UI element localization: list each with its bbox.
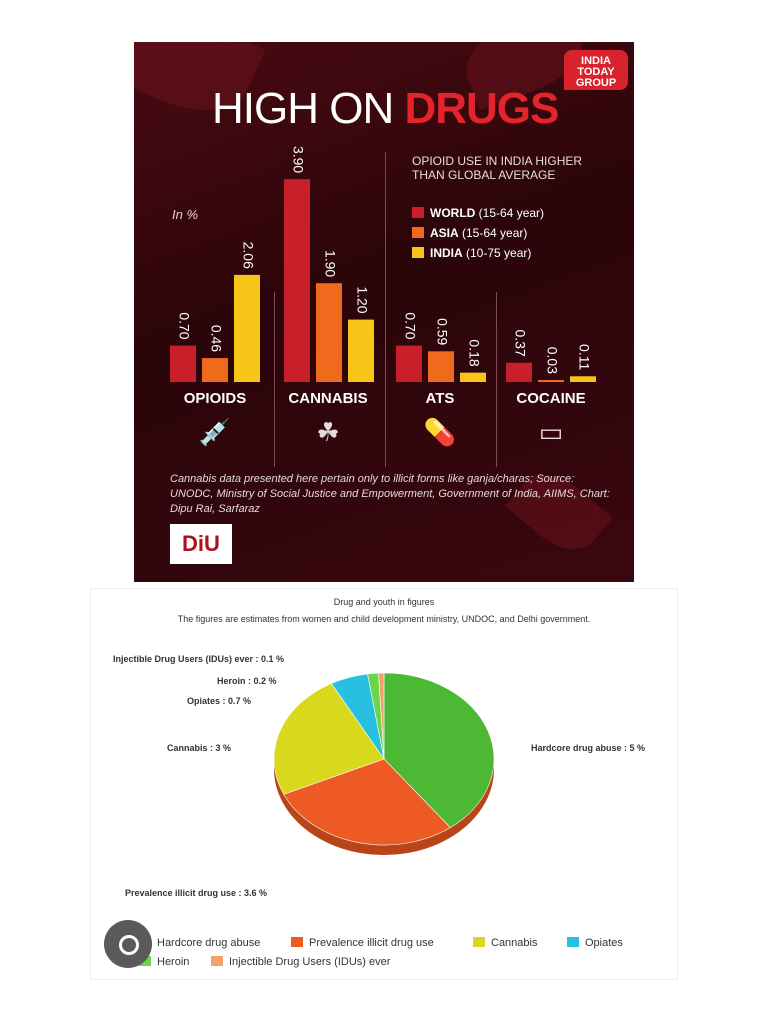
bar-value-label: 1.90: [322, 249, 339, 278]
legend-item-asia: ASIA (15-64 year): [412, 226, 527, 240]
cannabis-leaf-icon: ☘: [316, 417, 340, 447]
bar-asia-cocaine: [538, 380, 564, 382]
pie-legend-item: Heroin: [139, 956, 189, 968]
slice-label-hardcore: Hardcore drug abuse : 5 %: [531, 743, 646, 753]
bar-value-label: 0.70: [402, 312, 419, 340]
bar-asia-ats: [428, 351, 454, 382]
pie-legend-item: Hardcore drug abuse: [139, 937, 260, 949]
bar-asia-cannabis: [316, 283, 342, 382]
bar-value-label: 1.20: [354, 286, 371, 314]
pie-legend-item: Cannabis: [473, 937, 537, 949]
pie-chart: [91, 589, 677, 979]
bar-value-label: 0.59: [434, 318, 451, 346]
slice-label-idus: Injectible Drug Users (IDUs) ever : 0.1 %: [113, 654, 285, 664]
bar-value-label: 0.37: [512, 329, 529, 357]
bar-value-label: 0.11: [576, 344, 593, 371]
category-label: OPIOIDS: [183, 390, 247, 407]
bar-world-cocaine: [506, 363, 532, 382]
lens-search-icon[interactable]: [104, 920, 152, 968]
legend-item-world: WORLD (15-64 year): [412, 206, 544, 220]
bar-value-label: 3.90: [290, 145, 307, 174]
diu-logo: DiU: [170, 524, 232, 564]
legend-item-india: INDIA (10-75 year): [412, 246, 531, 260]
bar-value-label: 0.46: [208, 324, 225, 353]
pie-legend-item: Injectible Drug Users (IDUs) ever: [211, 956, 390, 968]
person-syringe-icon: 💉: [198, 417, 232, 447]
infographic-poster: [134, 42, 634, 582]
bar-value-label: 0.03: [544, 346, 561, 374]
bar-india-cocaine: [570, 376, 596, 382]
bar-india-ats: [460, 373, 486, 382]
bar-value-label: 2.06: [240, 241, 257, 269]
slice-label-heroin: Heroin : 0.2 %: [217, 676, 277, 686]
india-today-logo: INDIA TODAY GROUP: [564, 50, 628, 90]
bar-world-ats: [396, 346, 422, 382]
bar-world-opioids: [170, 346, 196, 382]
slice-label-cannabis: Cannabis : 3 %: [167, 743, 232, 753]
slice-label-prevalence: Prevalence illicit drug use : 3.6 %: [125, 888, 268, 898]
bar-world-cannabis: [284, 179, 310, 382]
slice-label-opiates: Opiates : 0.7 %: [187, 696, 252, 706]
bar-india-cannabis: [348, 320, 374, 382]
category-label: ATS: [425, 390, 455, 407]
category-label: COCAINE: [516, 390, 586, 407]
card-powder-icon: ▭: [538, 417, 564, 447]
bar-asia-opioids: [202, 358, 228, 382]
unit-label: In %: [172, 207, 199, 222]
poster-subtitle: OPIOID USE IN INDIA HIGHER THAN GLOBAL AVERAGE: [412, 154, 583, 182]
category-label: CANNABIS: [288, 390, 368, 407]
pie-legend-item: Opiates: [567, 937, 623, 949]
pie-title: Drug and youth in figures: [333, 597, 435, 607]
bar-value-label: 0.18: [466, 339, 483, 367]
pill-capsule-icon: 💊: [423, 417, 457, 447]
source-note: Cannabis data presented here pertain only to illicit forms like ganja/charas; Source: UNODC, Ministry of Social Justice and Empowerment, Government of India, AIIMS, Chart: Dipu Rai, Sarfaraz: [170, 473, 610, 515]
pie-subtitle: The figures are estimates from women and child development ministry, UNDOC, and Delhi government.: [177, 614, 591, 624]
poster-title: HIGH ON DRUGS: [212, 84, 559, 133]
bar-india-opioids: [234, 275, 260, 382]
pie-legend-item: Prevalence illicit drug use: [291, 937, 434, 949]
bar-value-label: 0.70: [176, 312, 193, 340]
pie-chart-panel: [90, 588, 678, 980]
